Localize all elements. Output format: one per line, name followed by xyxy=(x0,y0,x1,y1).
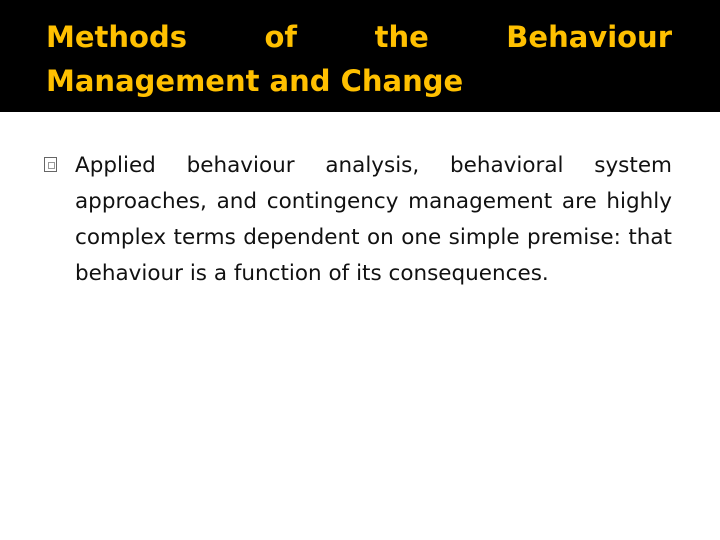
bullet-item xyxy=(44,148,672,292)
slide-body xyxy=(44,148,672,292)
title-band xyxy=(0,0,720,112)
bullet-text: Applied behaviour analysis, behavioral system approaches, and contingency management are highly complex terms dependent on one simple premise: that behaviour is a function of its consequences. xyxy=(75,153,672,286)
slide-title-line-1: Methods of the Behaviour xyxy=(46,20,672,54)
slide-title xyxy=(46,15,672,103)
slide-title-line-2: Management and Change xyxy=(46,64,464,98)
square-bullet-icon xyxy=(44,157,57,172)
